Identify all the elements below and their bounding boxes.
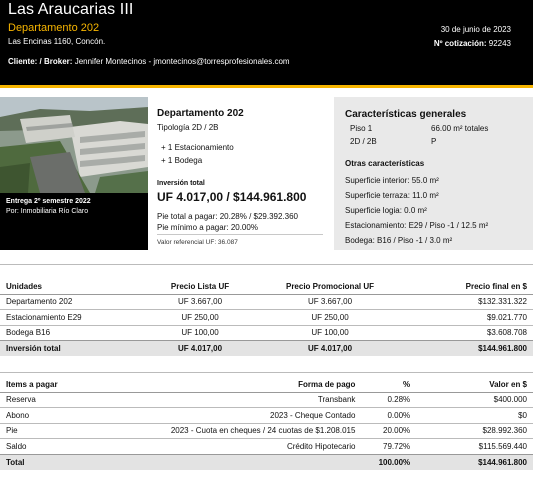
char-area: 66.00 m² totales bbox=[431, 124, 489, 133]
unit-name: Departamento 202 bbox=[6, 297, 73, 307]
list-price: UF 100,00 bbox=[140, 325, 260, 341]
total-list-price: UF 4.017,00 bbox=[140, 341, 260, 357]
list-price: UF 3.667,00 bbox=[177, 297, 223, 307]
payment-value: $0 bbox=[416, 408, 533, 424]
investment-label: Inversión total bbox=[157, 180, 205, 187]
other-char-item: Estacionamiento: E29 / Piso -1 / 12.5 m² bbox=[345, 221, 489, 230]
payment-method: Transbank bbox=[317, 395, 356, 405]
total-percent: 100.00% bbox=[361, 454, 416, 470]
client-label: Cliente: / Broker: bbox=[8, 57, 73, 66]
payment-value: $400.000 bbox=[493, 395, 527, 405]
header-banner bbox=[0, 0, 533, 85]
accent-bar bbox=[0, 85, 533, 88]
column-header: Precio Promocional UF bbox=[260, 279, 400, 294]
payment-percent: 0.00% bbox=[361, 408, 416, 424]
total-final-price: $144.961.800 bbox=[400, 341, 533, 357]
other-char-item: Superficie interior: 55.0 m² bbox=[345, 176, 439, 185]
table-header-row bbox=[0, 279, 533, 294]
table-row bbox=[0, 325, 533, 341]
column-header: Unidades bbox=[0, 279, 140, 294]
quote-number-label: Nº cotización: bbox=[433, 39, 487, 48]
divider bbox=[0, 372, 533, 373]
extra-parking: + 1 Estacionamiento bbox=[161, 143, 234, 152]
unit-name: Bodega B16 bbox=[0, 325, 140, 341]
payment-item: Reserva bbox=[6, 395, 36, 405]
table-row bbox=[0, 294, 533, 310]
project-title: Las Araucarias III bbox=[8, 1, 134, 18]
table-row bbox=[0, 439, 533, 455]
table-row bbox=[0, 423, 533, 439]
unit-title: Departamento 202 bbox=[8, 22, 100, 34]
column-header: Precio Lista UF bbox=[140, 279, 260, 294]
final-price: $9.021.770 bbox=[400, 310, 533, 326]
payment-method: 2023 - Cuota en cheques / 24 cuotas de $1.208.015 bbox=[64, 423, 362, 439]
extra-storage: + 1 Bodega bbox=[161, 156, 203, 165]
total-promo-price: UF 4.017,00 bbox=[260, 341, 400, 357]
total-row bbox=[0, 454, 533, 470]
list-price: UF 250,00 bbox=[140, 310, 260, 326]
promo-price: UF 3.667,00 bbox=[307, 297, 353, 307]
promo-price: UF 250,00 bbox=[260, 310, 400, 326]
column-header: Forma de pago bbox=[64, 377, 362, 392]
table-header-row bbox=[0, 377, 533, 392]
payment-item: Saldo bbox=[0, 439, 64, 455]
payment-value: $115.569.440 bbox=[416, 439, 533, 455]
photo-caption bbox=[6, 197, 91, 217]
table-row bbox=[0, 310, 533, 326]
payment-method: 2023 - Cheque Contado bbox=[64, 408, 362, 424]
total-row bbox=[0, 341, 533, 357]
pie-total: Pie total a pagar: 20.28% / $29.392.360 bbox=[157, 212, 298, 221]
department-typology: Tipología 2D / 2B bbox=[157, 123, 219, 132]
payment-item: Pie bbox=[0, 423, 64, 439]
department-title: Departamento 202 bbox=[157, 108, 244, 119]
quote-number: 92243 bbox=[488, 39, 511, 48]
quote-date: 30 de junio de 2023 bbox=[440, 25, 511, 34]
payment-item: Abono bbox=[0, 408, 64, 424]
builder-name: Por: Inmobiliaria Río Claro bbox=[6, 208, 89, 215]
other-char-item: Bodega: B16 / Piso -1 / 3.0 m² bbox=[345, 236, 453, 245]
building-illustration bbox=[0, 97, 148, 193]
client-line bbox=[8, 57, 290, 66]
total-label: Inversión total bbox=[0, 341, 140, 357]
divider bbox=[0, 264, 533, 265]
payments-table bbox=[0, 377, 533, 470]
investment-value: UF 4.017,00 / $144.961.800 bbox=[157, 190, 307, 204]
client-value: Jennifer Montecinos - jmontecinos@torresprofesionales.com bbox=[74, 57, 290, 66]
department-summary bbox=[148, 97, 334, 250]
char-orientation: P bbox=[431, 137, 437, 146]
total-method bbox=[64, 454, 362, 470]
delivery-date: Entrega 2º semestre 2022 bbox=[6, 198, 91, 205]
table-row bbox=[0, 408, 533, 424]
payment-method: Crédito Hipotecario bbox=[64, 439, 362, 455]
characteristics-panel bbox=[334, 97, 533, 250]
other-char-item: Superficie logia: 0.0 m² bbox=[345, 206, 427, 215]
quote-number-line bbox=[434, 39, 511, 48]
promo-price: UF 100,00 bbox=[260, 325, 400, 341]
total-value: $144.961.800 bbox=[416, 454, 533, 470]
other-characteristics-title: Otras características bbox=[345, 159, 425, 168]
char-floor: Piso 1 bbox=[350, 124, 373, 133]
char-typology: 2D / 2B bbox=[350, 137, 377, 146]
divider bbox=[157, 234, 323, 235]
column-header: % bbox=[361, 377, 416, 392]
payment-value: $28.992.360 bbox=[416, 423, 533, 439]
table-row bbox=[0, 392, 533, 408]
uf-reference: Valor referencial UF: 36.087 bbox=[157, 239, 238, 246]
payment-percent: 20.00% bbox=[361, 423, 416, 439]
characteristics-title: Características generales bbox=[345, 109, 467, 120]
unit-name: Estacionamiento E29 bbox=[0, 310, 140, 326]
units-table bbox=[0, 279, 533, 356]
total-label: Total bbox=[0, 454, 64, 470]
column-header: Valor en $ bbox=[416, 377, 533, 392]
payment-percent: 79.72% bbox=[361, 439, 416, 455]
column-header: Precio final en $ bbox=[400, 279, 533, 294]
building-photo bbox=[0, 97, 148, 193]
final-price: $132.331.322 bbox=[478, 297, 527, 307]
column-header: Items a pagar bbox=[0, 377, 64, 392]
pie-minimum: Pie mínimo a pagar: 20.00% bbox=[157, 223, 258, 232]
other-char-item: Superficie terraza: 11.0 m² bbox=[345, 191, 439, 200]
final-price: $3.608.708 bbox=[400, 325, 533, 341]
payment-percent: 0.28% bbox=[387, 395, 411, 405]
project-photo-panel bbox=[0, 97, 148, 250]
project-address: Las Encinas 1160, Concón. bbox=[8, 37, 106, 46]
